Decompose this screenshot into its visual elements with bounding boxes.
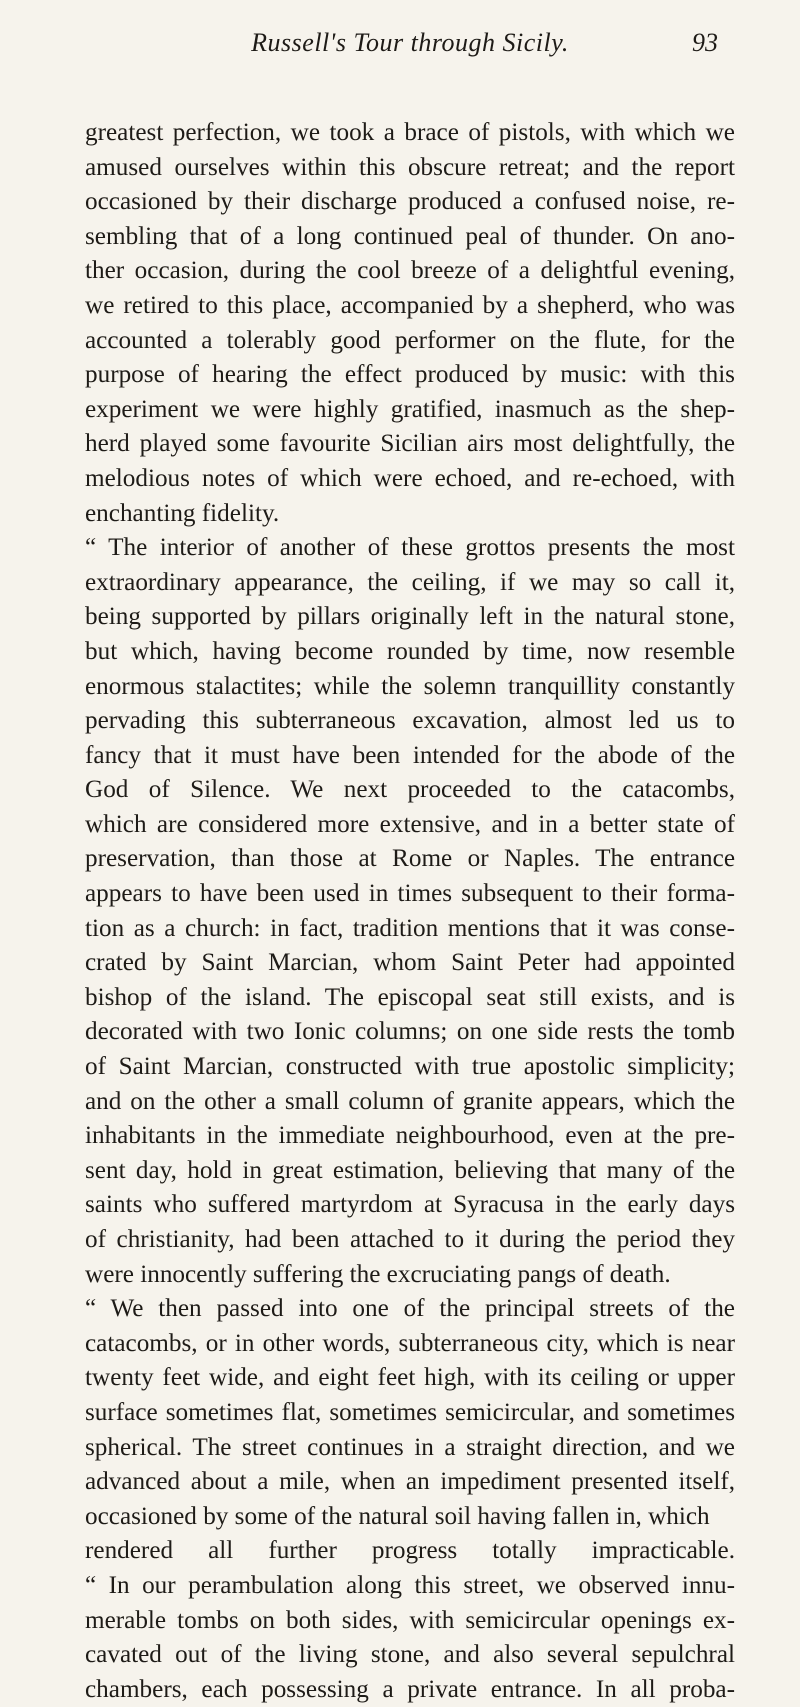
text-line: tion as a church: in fact, tradition mentions that it was conse-: [85, 914, 735, 942]
text-line: appears to have been used in times subsequent to their forma-: [85, 880, 735, 908]
text-line: melodious notes of which were echoed, and re-echoed, with: [85, 464, 735, 492]
text-line: which are considered more extensive, and in a better state of: [85, 810, 735, 838]
text-line: being supported by pillars originally left in the natural stone,: [85, 603, 735, 631]
text-line: twenty feet wide, and eight feet high, with its ceiling or upper: [85, 1364, 735, 1392]
text-line: surface sometimes flat, sometimes semicircular, and sometimes: [85, 1398, 735, 1426]
text-line: but which, having become rounded by time, now resemble: [85, 637, 735, 665]
text-line: occasioned by some of the natural soil having fallen in, which: [85, 1502, 710, 1530]
text-line: bishop of the island. The episcopal seat still exists, and is: [85, 983, 735, 1011]
text-line: occasioned by their discharge produced a confused noise, re-: [85, 188, 735, 216]
text-line: purpose of hearing the effect produced by music: with this: [85, 361, 735, 389]
text-line: of christianity, had been attached to it during the period they: [85, 1226, 735, 1253]
text-line: advanced about a mile, when an impediment presented itself,: [85, 1468, 735, 1496]
text-line: pervading this subterraneous excavation, almost led us to: [85, 707, 735, 735]
text-line: “ The interior of another of these grottos presents the most: [85, 534, 735, 562]
text-line: spherical. The street continues in a straight direction, and we: [85, 1433, 735, 1461]
body-text: [85, 116, 735, 1707]
text-line: saints who suffered martyrdom at Syracusa in the early days: [85, 1191, 735, 1219]
text-line: crated by Saint Marcian, whom Saint Peter had appointed: [85, 949, 735, 977]
text-line: accounted a tolerably good performer on the flute, for the: [85, 326, 735, 354]
text-line: ther occasion, during the cool breeze of a delightful evening,: [85, 257, 735, 285]
text-line: experiment we were highly gratified, inasmuch as the shep-: [85, 395, 735, 423]
text-line: chambers, each possessing a private entrance. In all proba-: [85, 1675, 735, 1703]
text-line: preservation, than those at Rome or Naples. The entrance: [85, 845, 735, 873]
text-line: catacombs, or in other words, subterraneous city, which is near: [85, 1329, 735, 1357]
text-line: were innocently suffering the excruciating pangs of death.: [85, 1260, 671, 1288]
text-line: and on the other a small column of granite appears, which the: [85, 1087, 735, 1115]
text-line: of Saint Marcian, constructed with true apostolic simplicity;: [85, 1053, 735, 1081]
page-number: 93: [692, 28, 718, 57]
text-line: merable tombs on both sides, with semicircular openings ex-: [85, 1606, 735, 1634]
text-line: “ We then passed into one of the principal streets of the: [85, 1295, 735, 1323]
text-line: God of Silence. We next proceeded to the catacombs,: [85, 776, 735, 804]
text-line: sembling that of a long continued peal of thunder. On ano-: [85, 222, 735, 250]
text-line: enchanting fidelity.: [85, 499, 280, 527]
text-line: fancy that it must have been intended for the abode of the: [85, 741, 735, 769]
text-line: greatest perfection, we took a brace of pistols, with which we: [85, 119, 735, 146]
text-line: inhabitants in the immediate neighbourhood, even at the pre-: [85, 1122, 735, 1150]
text-line: rendered all further progress totally impracticable.: [85, 1537, 735, 1565]
text-line: enormous stalactites; while the solemn tranquillity constantly: [85, 672, 735, 700]
text-line: extraordinary appearance, the ceiling, if we may so call it,: [85, 568, 735, 596]
running-title: Russell's Tour through Sicily.: [251, 28, 569, 57]
text-line: we retired to this place, accompanied by a shepherd, who was: [85, 291, 735, 319]
text-line: amused ourselves within this obscure retreat; and the report: [85, 153, 735, 181]
text-line: decorated with two Ionic columns; on one side rests the tomb: [85, 1018, 735, 1046]
text-line: “ In our perambulation along this street, we observed innu-: [85, 1571, 735, 1599]
text-line: herd played some favourite Sicilian airs most delightfully, the: [85, 430, 735, 458]
text-line: cavated out of the living stone, and also several sepulchral: [85, 1641, 735, 1669]
running-head: [140, 28, 718, 68]
text-line: sent day, hold in great estimation, believing that many of the: [85, 1156, 735, 1184]
